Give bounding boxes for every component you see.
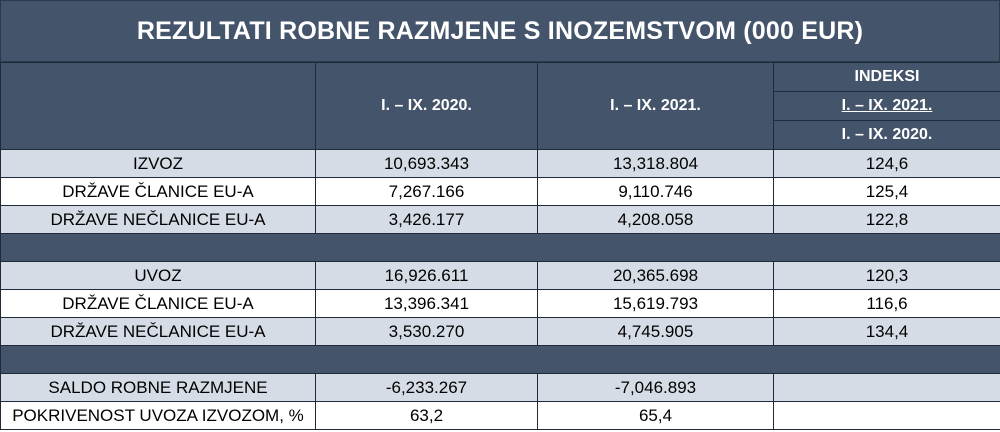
row-value-2020: 3,530.270 bbox=[316, 318, 538, 346]
row-index: 125,4 bbox=[774, 178, 1000, 206]
spacer-cell bbox=[1, 346, 1000, 374]
header-row-1 bbox=[1, 63, 1000, 92]
table-row-pokrivenost bbox=[1, 402, 1000, 430]
row-value-2021: 65,4 bbox=[538, 402, 774, 430]
table-row-izvoz-non-eu bbox=[1, 206, 1000, 234]
spacer-row-1 bbox=[1, 234, 1000, 262]
row-value-2020: 13,396.341 bbox=[316, 290, 538, 318]
row-value-2020: 63,2 bbox=[316, 402, 538, 430]
row-index: 116,6 bbox=[774, 290, 1000, 318]
table-title: REZULTATI ROBNE RAZMJENE S INOZEMSTVOM (000 EUR) bbox=[0, 0, 1000, 62]
row-label: IZVOZ bbox=[1, 150, 316, 178]
row-value-2020: -6,233.267 bbox=[316, 374, 538, 402]
row-value-2021: -7,046.893 bbox=[538, 374, 774, 402]
row-index bbox=[774, 374, 1000, 402]
row-value-2021: 20,365.698 bbox=[538, 262, 774, 290]
trade-results-table bbox=[0, 62, 1000, 430]
row-label: DRŽAVE NEČLANICE EU-A bbox=[1, 206, 316, 234]
table-row-uvoz bbox=[1, 262, 1000, 290]
row-label: DRŽAVE ČLANICE EU-A bbox=[1, 290, 316, 318]
header-indeksi-denominator: I. – IX. 2020. bbox=[774, 121, 1000, 150]
table-row-uvoz-eu bbox=[1, 290, 1000, 318]
row-value-2020: 10,693.343 bbox=[316, 150, 538, 178]
row-label: DRŽAVE NEČLANICE EU-A bbox=[1, 318, 316, 346]
header-col-2021: I. – IX. 2021. bbox=[538, 63, 774, 150]
header-col-2020: I. – IX. 2020. bbox=[316, 63, 538, 150]
table-row-uvoz-non-eu bbox=[1, 318, 1000, 346]
row-index: 124,6 bbox=[774, 150, 1000, 178]
row-index bbox=[774, 402, 1000, 430]
row-index: 122,8 bbox=[774, 206, 1000, 234]
indeksi-numerator-text: I. – IX. 2021. bbox=[841, 97, 933, 114]
header-label-cell bbox=[1, 63, 316, 150]
row-label: DRŽAVE ČLANICE EU-A bbox=[1, 178, 316, 206]
spacer-cell bbox=[1, 234, 1000, 262]
row-value-2020: 16,926.611 bbox=[316, 262, 538, 290]
row-label: POKRIVENOST UVOZA IZVOZOM, % bbox=[1, 402, 316, 430]
row-value-2021: 4,745.905 bbox=[538, 318, 774, 346]
row-value-2020: 3,426.177 bbox=[316, 206, 538, 234]
spacer-row-2 bbox=[1, 346, 1000, 374]
row-label: UVOZ bbox=[1, 262, 316, 290]
row-index: 134,4 bbox=[774, 318, 1000, 346]
row-label: SALDO ROBNE RAZMJENE bbox=[1, 374, 316, 402]
row-value-2021: 15,619.793 bbox=[538, 290, 774, 318]
row-value-2021: 4,208.058 bbox=[538, 206, 774, 234]
table-row-izvoz bbox=[1, 150, 1000, 178]
row-value-2021: 13,318.804 bbox=[538, 150, 774, 178]
row-index: 120,3 bbox=[774, 262, 1000, 290]
row-value-2020: 7,267.166 bbox=[316, 178, 538, 206]
table-row-saldo bbox=[1, 374, 1000, 402]
header-indeksi: INDEKSI bbox=[774, 63, 1000, 92]
table-row-izvoz-eu bbox=[1, 178, 1000, 206]
row-value-2021: 9,110.746 bbox=[538, 178, 774, 206]
header-indeksi-numerator bbox=[774, 92, 1000, 121]
